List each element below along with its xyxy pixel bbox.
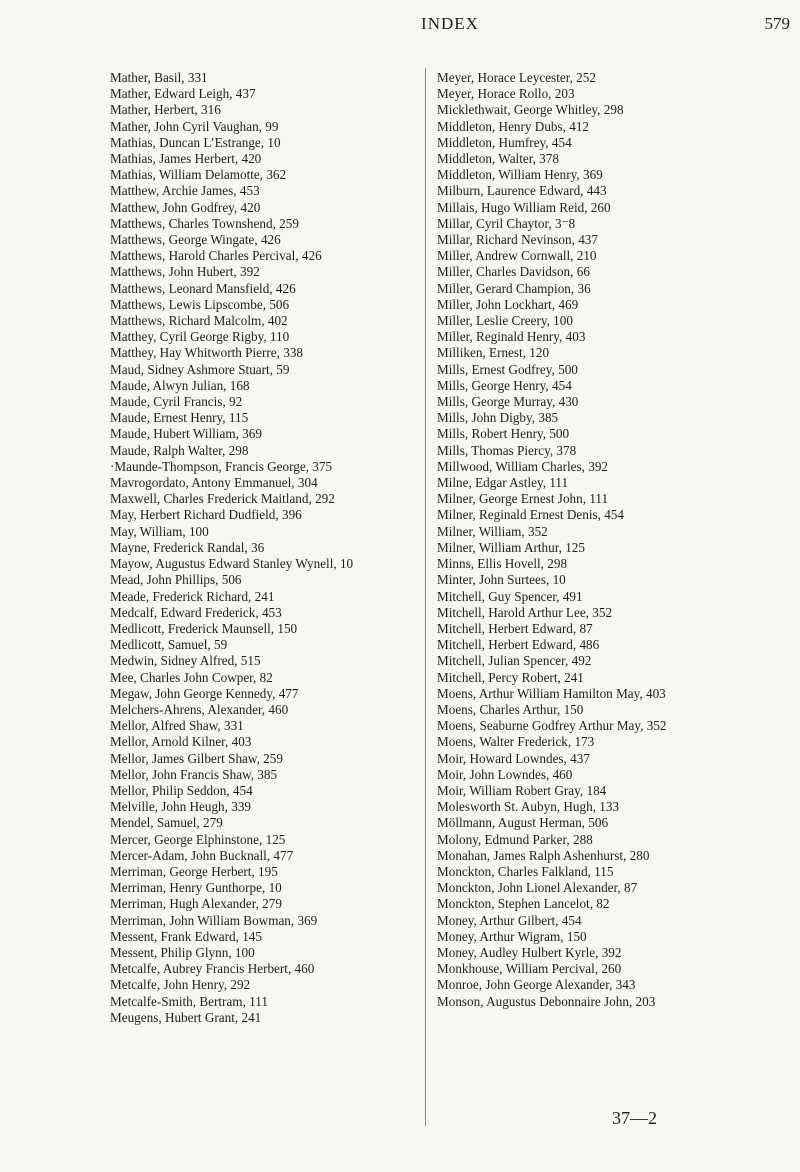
index-entry: Matthey, Cyril George Rigby, 110 bbox=[110, 329, 290, 345]
index-entry: Maxwell, Charles Frederick Maitland, 292 bbox=[110, 491, 335, 507]
index-entry: Monroe, John George Alexander, 343 bbox=[437, 977, 636, 993]
index-entry: Monahan, James Ralph Ashenhurst, 280 bbox=[437, 847, 650, 863]
index-entry: Mellor, Philip Seddon, 454 bbox=[110, 782, 253, 798]
index-entry: Mather, Herbert, 316 bbox=[110, 102, 221, 118]
index-entry: Mitchell, Percy Robert, 241 bbox=[437, 669, 584, 685]
page-header bbox=[110, 14, 790, 36]
index-entry: Moir, John Lowndes, 460 bbox=[437, 766, 573, 782]
index-entry: Metcalfe, John Henry, 292 bbox=[110, 977, 251, 993]
index-entry: Miller, John Lockhart, 469 bbox=[437, 296, 579, 312]
index-entry: Moens, Arthur William Hamilton May, 403 bbox=[437, 685, 666, 701]
index-entry: May, William, 100 bbox=[110, 523, 209, 539]
index-entry: Miller, Andrew Cornwall, 210 bbox=[437, 248, 597, 264]
index-entry: Matthews, John Hubert, 392 bbox=[110, 264, 260, 280]
index-entry: Mitchell, Herbert Edward, 486 bbox=[437, 637, 600, 653]
index-entry: Maude, Cyril Francis, 92 bbox=[110, 394, 243, 410]
index-entry: Milburn, Laurence Edward, 443 bbox=[437, 183, 607, 199]
index-entry: Messent, Frank Edward, 145 bbox=[110, 928, 262, 944]
index-entry: Monckton, Stephen Lancelot, 82 bbox=[437, 896, 610, 912]
index-entry: Mills, George Henry, 454 bbox=[437, 377, 572, 393]
index-entry: Merriman, George Herbert, 195 bbox=[110, 863, 278, 879]
index-entry: Messent, Philip Glynn, 100 bbox=[110, 944, 255, 960]
index-entry: Melville, John Heugh, 339 bbox=[110, 799, 252, 815]
index-entry: Miller, Leslie Creery, 100 bbox=[437, 313, 573, 329]
index-entry: Meyer, Horace Rollo, 203 bbox=[437, 86, 575, 102]
index-entry: Mellor, James Gilbert Shaw, 259 bbox=[110, 750, 283, 766]
column-divider bbox=[425, 68, 426, 1126]
index-entry: Money, Arthur Wigram, 150 bbox=[437, 928, 587, 944]
index-entry: Mathias, William Delamotte, 362 bbox=[110, 167, 287, 183]
index-entry: Medlicott, Frederick Maunsell, 150 bbox=[110, 620, 298, 636]
index-entry: Milner, Reginald Ernest Denis, 454 bbox=[437, 507, 624, 523]
index-entry: Moens, Seaburne Godfrey Arthur May, 352 bbox=[437, 718, 667, 734]
index-entry: Mellor, Arnold Kilner, 403 bbox=[110, 734, 252, 750]
index-entry: Money, Arthur Gilbert, 454 bbox=[437, 912, 582, 928]
index-entry: Merriman, Henry Gunthorpe, 10 bbox=[110, 880, 282, 896]
index-entry: Molony, Edmund Parker, 288 bbox=[437, 831, 593, 847]
index-entry: Maude, Hubert William, 369 bbox=[110, 426, 262, 442]
index-entry: Middleton, Walter, 378 bbox=[437, 151, 559, 167]
index-entry: Matthews, George Wingate, 426 bbox=[110, 232, 281, 248]
index-entry: Mitchell, Julian Spencer, 492 bbox=[437, 653, 592, 669]
index-entry: Mee, Charles John Cowper, 82 bbox=[110, 669, 273, 685]
index-entry: Mercer, George Elphinstone, 125 bbox=[110, 831, 286, 847]
index-entry: May, Herbert Richard Dudfield, 396 bbox=[110, 507, 302, 523]
index-entry: Metcalfe, Aubrey Francis Herbert, 460 bbox=[110, 961, 315, 977]
index-entry: Maude, Alwyn Julian, 168 bbox=[110, 377, 250, 393]
index-entry: Mercer-Adam, John Bucknall, 477 bbox=[110, 847, 294, 863]
index-entry: Monckton, Charles Falkland, 115 bbox=[437, 863, 614, 879]
index-entry: Miller, Reginald Henry, 403 bbox=[437, 329, 586, 345]
index-entry: Matthews, Leonard Mansfield, 426 bbox=[110, 280, 296, 296]
index-entry: Meugens, Hubert Grant, 241 bbox=[110, 1009, 262, 1025]
index-entry: Matthews, Richard Malcolm, 402 bbox=[110, 313, 288, 329]
index-entry: Matthews, Lewis Lipscombe, 506 bbox=[110, 296, 290, 312]
index-entry: Molesworth St. Aubyn, Hugh, 133 bbox=[437, 799, 620, 815]
index-column-right bbox=[437, 70, 782, 1010]
index-entry: Millwood, William Charles, 392 bbox=[437, 458, 609, 474]
index-entry: Mayne, Frederick Randal, 36 bbox=[110, 539, 265, 555]
page-number: 579 bbox=[764, 14, 790, 33]
index-entry: Middleton, Henry Dubs, 412 bbox=[437, 118, 590, 134]
index-entry: Monkhouse, William Percival, 260 bbox=[437, 961, 622, 977]
index-entry: Millar, Cyril Chaytor, 3⁻8 bbox=[437, 215, 576, 231]
signature-mark: 37—2 bbox=[612, 1108, 657, 1128]
index-entry: Milner, George Ernest John, 111 bbox=[437, 491, 609, 507]
index-entry: Monson, Augustus Debonnaire John, 203 bbox=[437, 993, 656, 1009]
index-entry: Megaw, John George Kennedy, 477 bbox=[110, 685, 299, 701]
index-entry: Moir, Howard Lowndes, 437 bbox=[437, 750, 590, 766]
index-entry: Minns, Ellis Hovell, 298 bbox=[437, 556, 568, 572]
index-entry: Mitchell, Harold Arthur Lee, 352 bbox=[437, 604, 613, 620]
index-entry: Millais, Hugo William Reid, 260 bbox=[437, 199, 611, 215]
index-entry: Maude, Ernest Henry, 115 bbox=[110, 410, 249, 426]
index-entry: Mellor, Alfred Shaw, 331 bbox=[110, 718, 244, 734]
index-entry: Metcalfe-Smith, Bertram, 111 bbox=[110, 993, 268, 1009]
index-entry: Money, Audley Hulbert Kyrle, 392 bbox=[437, 944, 622, 960]
index-entry: Mendel, Samuel, 279 bbox=[110, 815, 223, 831]
index-entry: Matthews, Charles Townshend, 259 bbox=[110, 215, 299, 231]
index-entry: Mills, John Digby, 385 bbox=[437, 410, 559, 426]
index-entry: Miller, Charles Davidson, 66 bbox=[437, 264, 590, 280]
index-entry: Matthews, Harold Charles Percival, 426 bbox=[110, 248, 322, 264]
index-entry: Moens, Charles Arthur, 150 bbox=[437, 701, 584, 717]
index-entry: Mitchell, Herbert Edward, 87 bbox=[437, 620, 593, 636]
index-entry: Meyer, Horace Leycester, 252 bbox=[437, 70, 596, 85]
index-entry: Maud, Sidney Ashmore Stuart, 59 bbox=[110, 361, 290, 377]
index-entry: Mather, Edward Leigh, 437 bbox=[110, 86, 256, 102]
index-entry: Mathias, Duncan L’Estrange, 10 bbox=[110, 134, 281, 150]
index-entry: Meade, Frederick Richard, 241 bbox=[110, 588, 275, 604]
index-entry: Micklethwait, George Whitley, 298 bbox=[437, 102, 624, 118]
index-entry: Merriman, John William Bowman, 369 bbox=[110, 912, 318, 928]
index-entry: ·Maunde-Thompson, Francis George, 375 bbox=[110, 458, 333, 474]
index-entry: Monckton, John Lionel Alexander, 87 bbox=[437, 880, 638, 896]
index-entry: Mills, George Murray, 430 bbox=[437, 394, 579, 410]
index-entry: Mather, John Cyril Vaughan, 99 bbox=[110, 118, 279, 134]
index-entry: Milner, William Arthur, 125 bbox=[437, 539, 585, 555]
index-entry: Mayow, Augustus Edward Stanley Wynell, 10 bbox=[110, 556, 354, 572]
index-entry: Mills, Robert Henry, 500 bbox=[437, 426, 570, 442]
index-entry: Matthew, John Godfrey, 420 bbox=[110, 199, 261, 215]
index-entry: Minter, John Surtees, 10 bbox=[437, 572, 566, 588]
index-entry: Mather, Basil, 331 bbox=[110, 70, 208, 85]
index-entry: Milne, Edgar Astley, 111 bbox=[437, 475, 569, 491]
index-entry: Medlicott, Samuel, 59 bbox=[110, 637, 228, 653]
index-column-left bbox=[110, 70, 412, 1026]
index-entry: Mitchell, Guy Spencer, 491 bbox=[437, 588, 583, 604]
page-title: INDEX bbox=[421, 14, 479, 33]
index-entry: Middleton, Humfrey, 454 bbox=[437, 134, 572, 150]
index-entry: Middleton, William Henry, 369 bbox=[437, 167, 603, 183]
index-entry: Milliken, Ernest, 120 bbox=[437, 345, 550, 361]
index-entry: Medcalf, Edward Frederick, 453 bbox=[110, 604, 282, 620]
index-entry: Matthey, Hay Whitworth Pierre, 338 bbox=[110, 345, 304, 361]
index-entry: Mills, Ernest Godfrey, 500 bbox=[437, 361, 578, 377]
index-entry: Millar, Richard Nevinson, 437 bbox=[437, 232, 598, 248]
index-entry: Melchers-Ahrens, Alexander, 460 bbox=[110, 701, 289, 717]
index-entry: Möllmann, August Herman, 506 bbox=[437, 815, 609, 831]
index-entry: Medwin, Sidney Alfred, 515 bbox=[110, 653, 261, 669]
index-entry: Moir, William Robert Gray, 184 bbox=[437, 782, 607, 798]
index-entry: Mathias, James Herbert, 420 bbox=[110, 151, 262, 167]
index-entry: Mead, John Phillips, 506 bbox=[110, 572, 242, 588]
index-entry: Mavrogordato, Antony Emmanuel, 304 bbox=[110, 475, 318, 491]
index-entry: Mellor, John Francis Shaw, 385 bbox=[110, 766, 278, 782]
index-entry: Moens, Walter Frederick, 173 bbox=[437, 734, 595, 750]
index-entry: Miller, Gerard Champion, 36 bbox=[437, 280, 591, 296]
index-entry: Maude, Ralph Walter, 298 bbox=[110, 442, 249, 458]
index-entry: Milner, William, 352 bbox=[437, 523, 548, 539]
index-entry: Merriman, Hugh Alexander, 279 bbox=[110, 896, 282, 912]
index-entry: Matthew, Archie James, 453 bbox=[110, 183, 260, 199]
index-entry: Mills, Thomas Piercy, 378 bbox=[437, 442, 577, 458]
